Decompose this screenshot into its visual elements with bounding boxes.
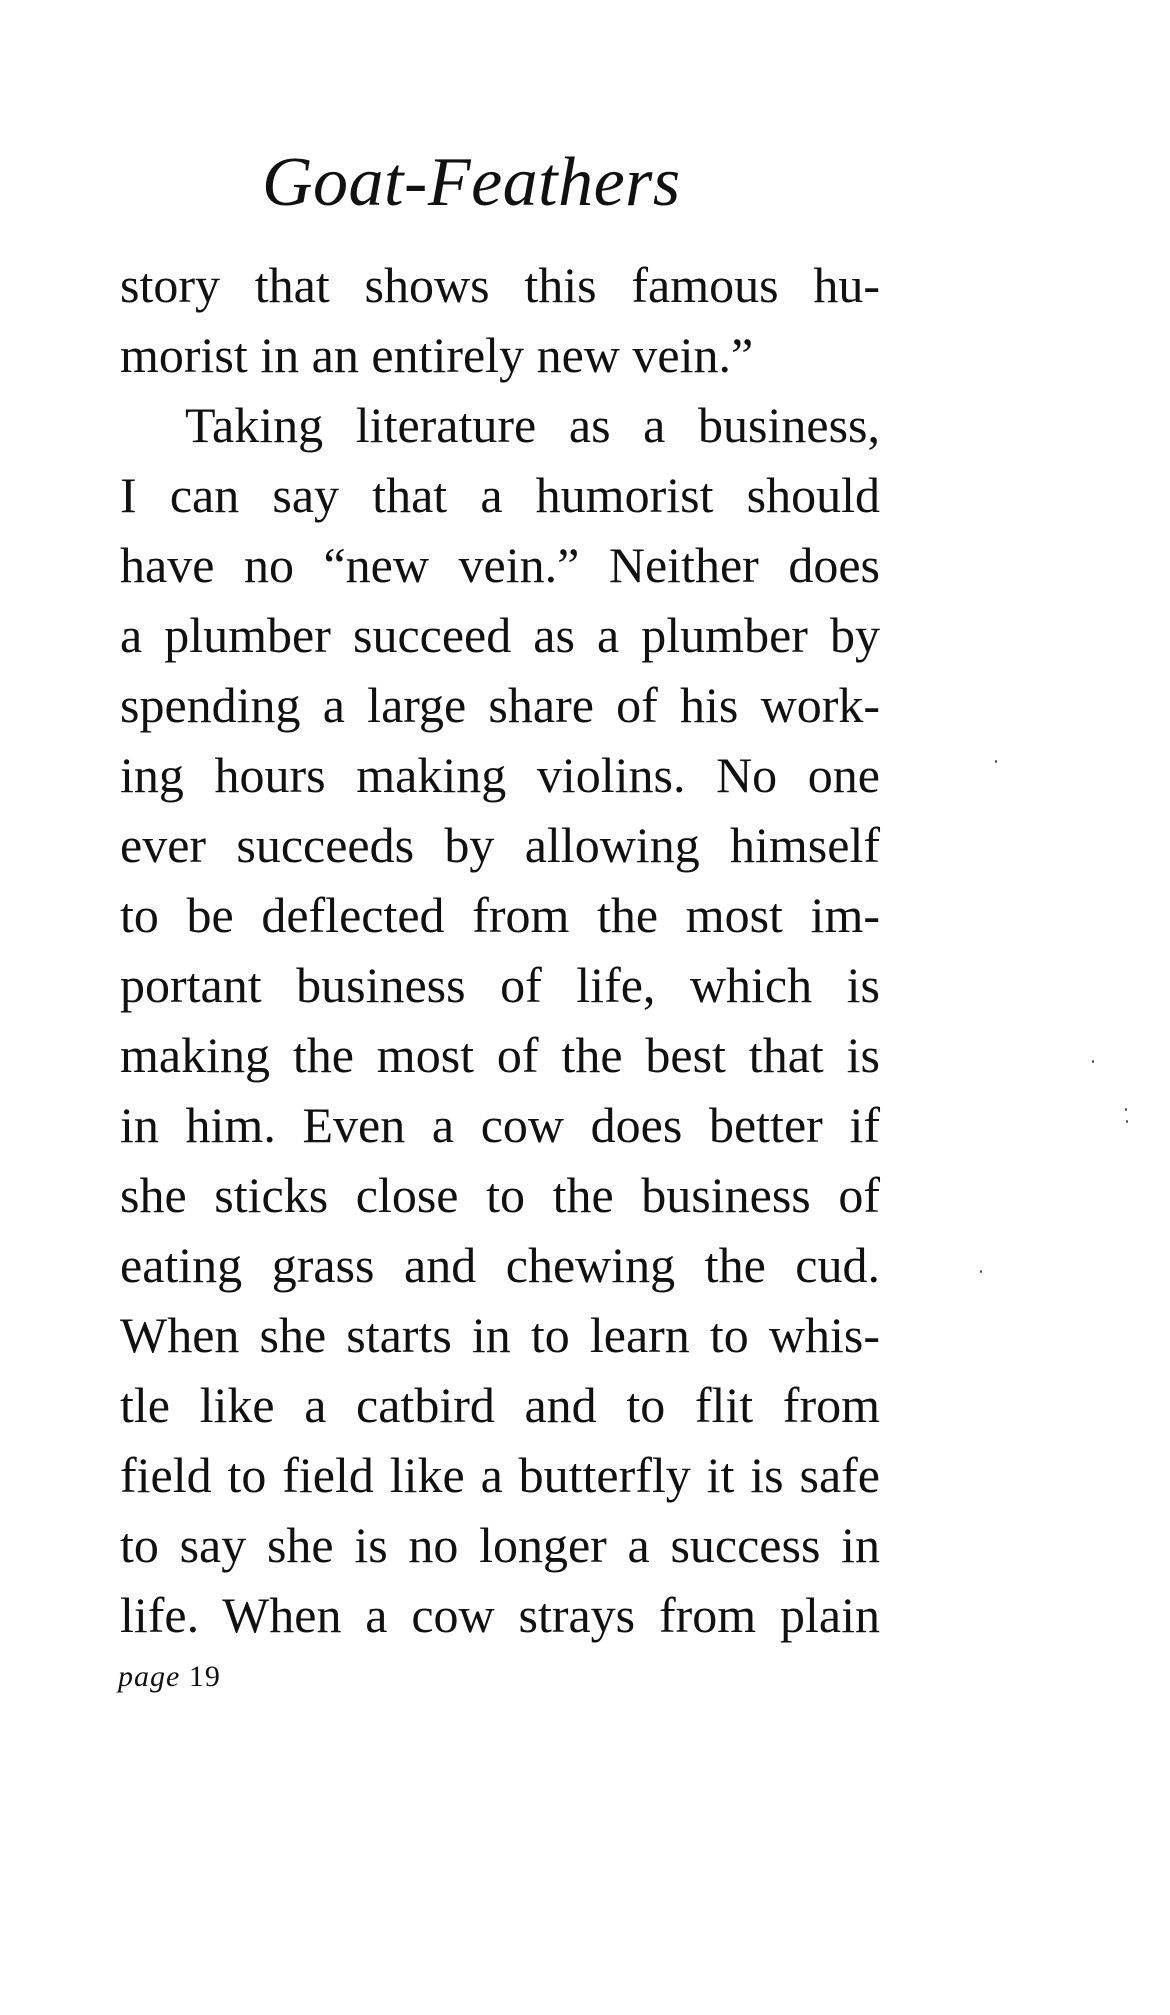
text-line: to say she is no longer a success in [120, 1517, 880, 1573]
page-number-value: 19 [188, 1660, 221, 1693]
text-line: I can say that a humorist should [120, 467, 880, 523]
running-head-left: Goat [262, 144, 404, 221]
paper-speck [980, 1270, 982, 1273]
text-line: story that shows this famous hu- [120, 257, 880, 313]
text-line: to be deflected from the most im- [120, 887, 880, 943]
text-line: tle like a catbird and to flit from [120, 1377, 880, 1433]
text-line: she sticks close to the business of [120, 1167, 880, 1223]
text-line: Taking literature as a business, [185, 397, 880, 453]
text-line: When she starts in to learn to whis- [120, 1307, 880, 1363]
text-line: making the most of the best that is [120, 1027, 880, 1083]
text-line: life. When a cow strays from plain [120, 1587, 880, 1643]
page-number [118, 1660, 221, 1694]
text-line: morist in an entirely new vein.” [120, 327, 754, 383]
text-line: a plumber succeed as a plumber by [120, 607, 880, 663]
text-line: portant business of life, which is [120, 957, 880, 1013]
text-line: ever succeeds by allowing himself [120, 817, 880, 873]
paper-speck [1126, 1120, 1128, 1123]
text-line: ing hours making violins. No one [120, 747, 880, 803]
text-line: in him. Even a cow does better if [120, 1097, 880, 1153]
paper-speck [1125, 1108, 1127, 1111]
running-head [262, 144, 681, 221]
text-line: have no “new vein.” Neither does [120, 537, 880, 593]
paper-speck [995, 760, 997, 763]
text-line: eating grass and chewing the cud. [120, 1237, 880, 1293]
running-head-right: Feathers [427, 144, 681, 221]
paper-speck [1092, 1060, 1094, 1063]
page-number-label: page [118, 1660, 181, 1693]
running-head-dash: - [404, 144, 428, 221]
text-line: field to field like a butterfly it is safe [120, 1447, 880, 1503]
text-line: spending a large share of his work- [120, 677, 880, 733]
body-text [120, 250, 880, 1650]
